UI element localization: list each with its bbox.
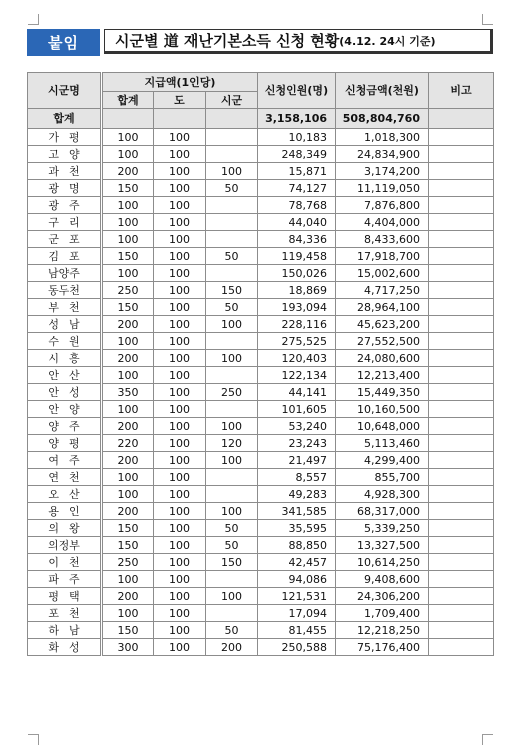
- amount-province-cell: 100: [154, 163, 206, 180]
- total-remarks: [429, 109, 494, 129]
- table-row: [28, 129, 494, 146]
- amount-province-cell: 100: [154, 554, 206, 571]
- amount-total-cell: 100: [102, 146, 154, 163]
- applicants-cell: 78,768: [258, 197, 336, 214]
- amount-province-cell: 100: [154, 605, 206, 622]
- table-row: [28, 503, 494, 520]
- remarks-cell: [429, 503, 494, 520]
- city-cell: 고양: [28, 146, 102, 163]
- amount-city-county-cell: 200: [206, 639, 258, 656]
- amount-cell: 3,174,200: [336, 163, 429, 180]
- amount-province-cell: 100: [154, 622, 206, 639]
- city-cell: 군포: [28, 231, 102, 248]
- application-status-table: [27, 72, 494, 656]
- applicants-cell: 15,871: [258, 163, 336, 180]
- amount-cell: 4,299,400: [336, 452, 429, 469]
- amount-cell: 1,018,300: [336, 129, 429, 146]
- table-row: [28, 231, 494, 248]
- amount-cell: 5,339,250: [336, 520, 429, 537]
- total-cell-total: [102, 109, 154, 129]
- amount-province-cell: 100: [154, 401, 206, 418]
- remarks-cell: [429, 197, 494, 214]
- remarks-cell: [429, 333, 494, 350]
- amount-total-cell: 100: [102, 333, 154, 350]
- applicants-cell: 150,026: [258, 265, 336, 282]
- city-cell: 평택: [28, 588, 102, 605]
- amount-cell: 8,433,600: [336, 231, 429, 248]
- remarks-cell: [429, 452, 494, 469]
- amount-cell: 15,002,600: [336, 265, 429, 282]
- table-row: [28, 571, 494, 588]
- applicants-cell: 8,557: [258, 469, 336, 486]
- amount-province-cell: 100: [154, 333, 206, 350]
- applicants-cell: 101,605: [258, 401, 336, 418]
- remarks-cell: [429, 605, 494, 622]
- applicants-cell: 49,283: [258, 486, 336, 503]
- table-row: [28, 639, 494, 656]
- amount-cell: 28,964,100: [336, 299, 429, 316]
- table-row: [28, 486, 494, 503]
- applicants-cell: 21,497: [258, 452, 336, 469]
- remarks-cell: [429, 367, 494, 384]
- applicants-cell: 17,094: [258, 605, 336, 622]
- remarks-cell: [429, 401, 494, 418]
- city-cell: 의정부: [28, 537, 102, 554]
- amount-cell: 17,918,700: [336, 248, 429, 265]
- amount-city-county-cell: [206, 605, 258, 622]
- amount-cell: 27,552,500: [336, 333, 429, 350]
- city-cell: 하남: [28, 622, 102, 639]
- city-cell: 파주: [28, 571, 102, 588]
- applicants-cell: 121,531: [258, 588, 336, 605]
- amount-city-county-cell: 120: [206, 435, 258, 452]
- table-row: [28, 537, 494, 554]
- amount-total-cell: 220: [102, 435, 154, 452]
- applicants-cell: 44,141: [258, 384, 336, 401]
- remarks-cell: [429, 146, 494, 163]
- amount-cell: 10,648,000: [336, 418, 429, 435]
- remarks-cell: [429, 537, 494, 554]
- applicants-cell: 35,595: [258, 520, 336, 537]
- table-row: [28, 622, 494, 639]
- amount-city-county-cell: [206, 146, 258, 163]
- amount-total-cell: 200: [102, 452, 154, 469]
- remarks-cell: [429, 350, 494, 367]
- amount-province-cell: 100: [154, 129, 206, 146]
- amount-total-cell: 150: [102, 248, 154, 265]
- city-cell: 광주: [28, 197, 102, 214]
- remarks-cell: [429, 231, 494, 248]
- city-cell: 양주: [28, 418, 102, 435]
- applicants-cell: 74,127: [258, 180, 336, 197]
- corner-mark-top-left: [28, 14, 39, 25]
- amount-total-cell: 200: [102, 350, 154, 367]
- amount-city-county-cell: 50: [206, 520, 258, 537]
- amount-cell: 10,160,500: [336, 401, 429, 418]
- table-row: [28, 299, 494, 316]
- city-cell: 오산: [28, 486, 102, 503]
- amount-province-cell: 100: [154, 469, 206, 486]
- remarks-cell: [429, 639, 494, 656]
- city-cell: 성남: [28, 316, 102, 333]
- amount-total-cell: 250: [102, 282, 154, 299]
- city-cell: 의왕: [28, 520, 102, 537]
- remarks-cell: [429, 435, 494, 452]
- document-title: [104, 29, 493, 54]
- title-text: 시군별 道 재난기본소득 신청 현황: [115, 32, 340, 50]
- amount-cell: 4,928,300: [336, 486, 429, 503]
- applicants-cell: 44,040: [258, 214, 336, 231]
- amount-total-cell: 150: [102, 622, 154, 639]
- amount-cell: 24,834,900: [336, 146, 429, 163]
- applicants-cell: 248,349: [258, 146, 336, 163]
- remarks-cell: [429, 282, 494, 299]
- city-cell: 이천: [28, 554, 102, 571]
- remarks-cell: [429, 554, 494, 571]
- remarks-cell: [429, 180, 494, 197]
- amount-cell: 24,306,200: [336, 588, 429, 605]
- remarks-cell: [429, 588, 494, 605]
- amount-total-cell: 150: [102, 537, 154, 554]
- amount-city-county-cell: 100: [206, 163, 258, 180]
- amount-city-county-cell: [206, 469, 258, 486]
- applicants-cell: 120,403: [258, 350, 336, 367]
- table-row: [28, 435, 494, 452]
- table-row: [28, 197, 494, 214]
- amount-city-county-cell: [206, 231, 258, 248]
- remarks-cell: [429, 214, 494, 231]
- amount-total-cell: 100: [102, 367, 154, 384]
- amount-cell: 855,700: [336, 469, 429, 486]
- table-row: [28, 520, 494, 537]
- header-remarks: 비고: [429, 73, 494, 109]
- amount-total-cell: 150: [102, 520, 154, 537]
- remarks-cell: [429, 469, 494, 486]
- table-row: [28, 384, 494, 401]
- city-cell: 남양주: [28, 265, 102, 282]
- total-amount: 508,804,760: [336, 109, 429, 129]
- city-cell: 안양: [28, 401, 102, 418]
- remarks-cell: [429, 622, 494, 639]
- amount-total-cell: 200: [102, 316, 154, 333]
- remarks-cell: [429, 571, 494, 588]
- amount-province-cell: 100: [154, 588, 206, 605]
- remarks-cell: [429, 299, 494, 316]
- amount-city-county-cell: 150: [206, 554, 258, 571]
- amount-cell: 12,218,250: [336, 622, 429, 639]
- amount-cell: 4,404,000: [336, 214, 429, 231]
- header-city: 시군명: [28, 73, 102, 109]
- amount-total-cell: 150: [102, 299, 154, 316]
- city-cell: 양평: [28, 435, 102, 452]
- amount-city-county-cell: [206, 333, 258, 350]
- title-subtitle: (4.12. 24시 기준): [339, 34, 436, 48]
- amount-city-county-cell: 100: [206, 503, 258, 520]
- remarks-cell: [429, 486, 494, 503]
- amount-city-county-cell: 50: [206, 622, 258, 639]
- amount-total-cell: 150: [102, 180, 154, 197]
- amount-province-cell: 100: [154, 435, 206, 452]
- table-row: [28, 265, 494, 282]
- amount-province-cell: 100: [154, 231, 206, 248]
- amount-province-cell: 100: [154, 520, 206, 537]
- city-cell: 동두천: [28, 282, 102, 299]
- amount-city-county-cell: 100: [206, 452, 258, 469]
- table-row: [28, 554, 494, 571]
- total-cell-city-county: [206, 109, 258, 129]
- amount-province-cell: 100: [154, 214, 206, 231]
- applicants-cell: 119,458: [258, 248, 336, 265]
- amount-total-cell: 200: [102, 418, 154, 435]
- table-row: [28, 333, 494, 350]
- applicants-cell: 250,588: [258, 639, 336, 656]
- applicants-cell: 84,336: [258, 231, 336, 248]
- amount-city-county-cell: [206, 401, 258, 418]
- table-row: [28, 248, 494, 265]
- amount-city-county-cell: 150: [206, 282, 258, 299]
- amount-province-cell: 100: [154, 452, 206, 469]
- applicants-cell: 88,850: [258, 537, 336, 554]
- amount-total-cell: 100: [102, 197, 154, 214]
- amount-total-cell: 100: [102, 571, 154, 588]
- amount-cell: 1,709,400: [336, 605, 429, 622]
- amount-cell: 13,327,500: [336, 537, 429, 554]
- amount-city-county-cell: [206, 214, 258, 231]
- table-row: [28, 163, 494, 180]
- total-row: [28, 109, 494, 129]
- total-applicants: 3,158,106: [258, 109, 336, 129]
- amount-province-cell: 100: [154, 180, 206, 197]
- applicants-cell: 23,243: [258, 435, 336, 452]
- amount-province-cell: 100: [154, 350, 206, 367]
- corner-mark-bottom-left: [28, 734, 39, 745]
- amount-city-county-cell: 50: [206, 180, 258, 197]
- amount-cell: 75,176,400: [336, 639, 429, 656]
- amount-cell: 11,119,050: [336, 180, 429, 197]
- applicants-cell: 18,869: [258, 282, 336, 299]
- amount-cell: 24,080,600: [336, 350, 429, 367]
- amount-city-county-cell: 100: [206, 588, 258, 605]
- amount-province-cell: 100: [154, 146, 206, 163]
- corner-mark-bottom-right: [482, 734, 493, 745]
- remarks-cell: [429, 265, 494, 282]
- amount-total-cell: 250: [102, 554, 154, 571]
- amount-province-cell: 100: [154, 282, 206, 299]
- table-row: [28, 418, 494, 435]
- city-cell: 화성: [28, 639, 102, 656]
- applicants-cell: 275,525: [258, 333, 336, 350]
- applicants-cell: 42,457: [258, 554, 336, 571]
- attachment-badge: 붙임: [27, 29, 100, 56]
- header-amount: 신청금액(천원): [336, 73, 429, 109]
- amount-province-cell: 100: [154, 384, 206, 401]
- applicants-cell: 193,094: [258, 299, 336, 316]
- city-cell: 연천: [28, 469, 102, 486]
- amount-cell: 45,623,200: [336, 316, 429, 333]
- total-cell-province: [154, 109, 206, 129]
- remarks-cell: [429, 316, 494, 333]
- applicants-cell: 341,585: [258, 503, 336, 520]
- amount-total-cell: 100: [102, 231, 154, 248]
- amount-total-cell: 350: [102, 384, 154, 401]
- amount-city-county-cell: 50: [206, 248, 258, 265]
- city-cell: 시흥: [28, 350, 102, 367]
- table-row: [28, 605, 494, 622]
- city-cell: 포천: [28, 605, 102, 622]
- remarks-cell: [429, 163, 494, 180]
- applicants-cell: 81,455: [258, 622, 336, 639]
- table-row: [28, 146, 494, 163]
- remarks-cell: [429, 384, 494, 401]
- amount-cell: 4,717,250: [336, 282, 429, 299]
- amount-cell: 10,614,250: [336, 554, 429, 571]
- header-applicants: 신청인원(명): [258, 73, 336, 109]
- applicants-cell: 53,240: [258, 418, 336, 435]
- table-row: [28, 588, 494, 605]
- amount-total-cell: 100: [102, 605, 154, 622]
- amount-city-county-cell: 50: [206, 299, 258, 316]
- remarks-cell: [429, 418, 494, 435]
- table-row: [28, 282, 494, 299]
- city-cell: 수원: [28, 333, 102, 350]
- table-row: [28, 367, 494, 384]
- applicants-cell: 228,116: [258, 316, 336, 333]
- amount-province-cell: 100: [154, 486, 206, 503]
- table-row: [28, 316, 494, 333]
- amount-total-cell: 100: [102, 469, 154, 486]
- amount-city-county-cell: [206, 367, 258, 384]
- amount-city-county-cell: 50: [206, 537, 258, 554]
- header-city-county: 시군: [206, 92, 258, 109]
- amount-total-cell: 100: [102, 129, 154, 146]
- amount-total-cell: 200: [102, 503, 154, 520]
- amount-total-cell: 100: [102, 401, 154, 418]
- amount-province-cell: 100: [154, 367, 206, 384]
- amount-cell: 5,113,460: [336, 435, 429, 452]
- amount-province-cell: 100: [154, 316, 206, 333]
- table-row: [28, 401, 494, 418]
- amount-province-cell: 100: [154, 571, 206, 588]
- amount-total-cell: 200: [102, 163, 154, 180]
- amount-total-cell: 100: [102, 486, 154, 503]
- applicants-cell: 122,134: [258, 367, 336, 384]
- amount-total-cell: 200: [102, 588, 154, 605]
- header-amount-group: 지급액(1인당): [102, 73, 258, 92]
- table-row: [28, 452, 494, 469]
- remarks-cell: [429, 520, 494, 537]
- amount-total-cell: 100: [102, 265, 154, 282]
- applicants-cell: 10,183: [258, 129, 336, 146]
- corner-mark-top-right: [482, 14, 493, 25]
- amount-province-cell: 100: [154, 537, 206, 554]
- amount-cell: 68,317,000: [336, 503, 429, 520]
- amount-city-county-cell: [206, 571, 258, 588]
- city-cell: 용인: [28, 503, 102, 520]
- amount-total-cell: 300: [102, 639, 154, 656]
- city-cell: 여주: [28, 452, 102, 469]
- amount-city-county-cell: 100: [206, 316, 258, 333]
- table-row: [28, 350, 494, 367]
- amount-city-county-cell: [206, 197, 258, 214]
- applicants-cell: 94,086: [258, 571, 336, 588]
- amount-city-county-cell: [206, 265, 258, 282]
- amount-province-cell: 100: [154, 418, 206, 435]
- amount-province-cell: 100: [154, 299, 206, 316]
- amount-city-county-cell: 100: [206, 418, 258, 435]
- table-row: [28, 214, 494, 231]
- table-row: [28, 469, 494, 486]
- amount-cell: 7,876,800: [336, 197, 429, 214]
- header-province: 도: [154, 92, 206, 109]
- city-cell: 가평: [28, 129, 102, 146]
- remarks-cell: [429, 129, 494, 146]
- amount-cell: 9,408,600: [336, 571, 429, 588]
- city-cell: 과천: [28, 163, 102, 180]
- city-cell: 안산: [28, 367, 102, 384]
- amount-city-county-cell: 100: [206, 350, 258, 367]
- table-row: [28, 180, 494, 197]
- header-total: 합계: [102, 92, 154, 109]
- amount-province-cell: 100: [154, 265, 206, 282]
- city-cell: 안성: [28, 384, 102, 401]
- amount-province-cell: 100: [154, 248, 206, 265]
- amount-province-cell: 100: [154, 639, 206, 656]
- amount-city-county-cell: [206, 129, 258, 146]
- amount-city-county-cell: [206, 486, 258, 503]
- amount-total-cell: 100: [102, 214, 154, 231]
- amount-province-cell: 100: [154, 503, 206, 520]
- total-label: 합계: [28, 109, 102, 129]
- city-cell: 광명: [28, 180, 102, 197]
- amount-cell: 12,213,400: [336, 367, 429, 384]
- amount-city-county-cell: 250: [206, 384, 258, 401]
- amount-province-cell: 100: [154, 197, 206, 214]
- city-cell: 구리: [28, 214, 102, 231]
- amount-cell: 15,449,350: [336, 384, 429, 401]
- remarks-cell: [429, 248, 494, 265]
- city-cell: 부천: [28, 299, 102, 316]
- city-cell: 김포: [28, 248, 102, 265]
